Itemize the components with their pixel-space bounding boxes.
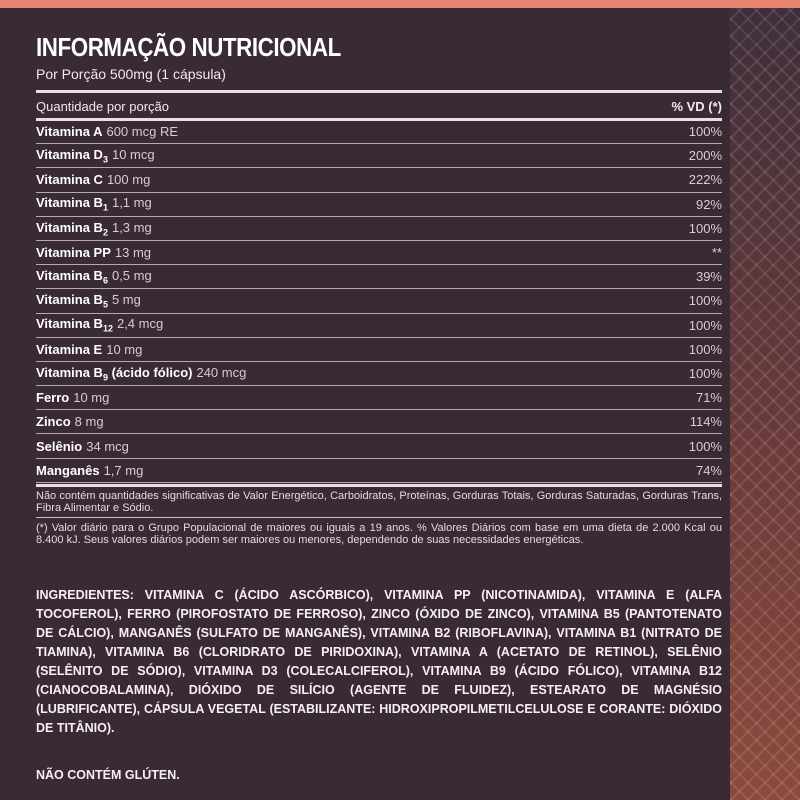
nutrient-cell — [36, 463, 143, 478]
nutrient-amount: 5 mg — [111, 292, 141, 308]
nutrient-amount: 10 mg — [106, 341, 143, 357]
daily-value: 39% — [695, 269, 722, 285]
daily-value: 92% — [695, 196, 722, 212]
nutrient-name: Vitamina PP — [36, 245, 111, 261]
nutrient-name: Vitamina A — [36, 124, 103, 140]
nutrient-cell — [36, 124, 178, 139]
table-row — [36, 362, 722, 386]
daily-value: ** — [711, 245, 722, 261]
table-row — [36, 168, 722, 192]
nutrient-cell — [36, 245, 151, 260]
divider-notes — [36, 517, 722, 518]
daily-value: 71% — [695, 390, 722, 406]
nutrient-cell — [36, 220, 152, 238]
daily-value-header: % VD (*) — [671, 98, 722, 114]
serving-size: Por Porção 500mg (1 cápsula) — [36, 66, 226, 82]
nutrient-amount: 0,5 mg — [111, 267, 152, 283]
nutrient-name: Ferro — [36, 390, 70, 406]
page-title: INFORMAÇÃO NUTRICIONAL — [36, 32, 341, 62]
daily-value: 114% — [689, 414, 722, 430]
nutrient-qualifier: (ácido fólico) — [107, 364, 193, 380]
nutrient-amount: 10 mg — [73, 390, 110, 406]
table-row — [36, 434, 722, 458]
nutrient-name: Vitamina B — [36, 364, 103, 380]
nutrient-name: Vitamina B — [36, 219, 103, 235]
nutrient-subscript: 5 — [102, 299, 108, 310]
daily-value-note: (*) Valor diário para o Grupo Populacional de maiores ou iguais a 19 anos. % Valores Diários com base em uma dieta de 2.000 Kcal ou 8.400 kJ. Seus valores diários podem ser maiores ou menores, dependendo de suas necessidades energéticas. — [36, 522, 722, 546]
nutrient-name: Manganês — [36, 462, 100, 478]
nutrient-cell — [36, 390, 109, 405]
table-row — [36, 289, 722, 313]
table-row — [36, 120, 722, 144]
nutrient-amount: 1,7 mg — [103, 462, 144, 478]
nutrient-subscript: 1 — [102, 202, 108, 213]
nutrient-amount: 240 mcg — [196, 364, 247, 380]
insignificant-note: Não contém quantidades significativas de Valor Energético, Carboidratos, Proteínas, Gorduras Totais, Gorduras Saturadas, Gorduras Trans, Fibra Alimentar e Sódio. — [36, 490, 722, 514]
daily-value: 100% — [688, 220, 722, 236]
daily-value: 100% — [688, 317, 722, 333]
nutrient-amount: 1,1 mg — [111, 195, 152, 211]
nutrient-name: Vitamina D — [36, 146, 103, 162]
nutrient-cell — [36, 268, 152, 286]
nutrient-name: Selênio — [36, 438, 83, 454]
nutrient-amount: 600 mcg RE — [106, 124, 179, 140]
quantity-header: Quantidade por porção — [36, 98, 169, 114]
table-row — [36, 410, 722, 434]
nutrient-cell — [36, 147, 155, 165]
nutrient-name: Zinco — [36, 414, 71, 430]
nutrient-cell — [36, 316, 163, 334]
nutrient-name: Vitamina B — [36, 292, 103, 308]
nutrient-amount: 2,4 mcg — [116, 316, 164, 332]
nutrient-name: Vitamina B — [36, 195, 103, 211]
table-row — [36, 144, 722, 168]
divider-bottom — [36, 484, 722, 487]
nutrient-amount: 100 mg — [106, 172, 151, 188]
daily-value: 100% — [688, 365, 722, 381]
divider-top — [36, 90, 722, 93]
table-row — [36, 265, 722, 289]
nutrient-table — [36, 120, 722, 483]
nutrient-name: Vitamina B — [36, 267, 103, 283]
nutrient-subscript: 12 — [102, 323, 113, 334]
nutrient-subscript: 9 — [102, 372, 108, 383]
decorative-pattern — [730, 8, 800, 800]
table-row — [36, 338, 722, 362]
nutrient-name: Vitamina B — [36, 316, 103, 332]
daily-value: 100% — [688, 438, 722, 454]
gluten-statement: NÃO CONTÉM GLÚTEN. — [36, 768, 180, 782]
nutrient-cell — [36, 342, 142, 357]
table-row — [36, 314, 722, 338]
nutrient-name: Vitamina C — [36, 172, 103, 188]
table-row — [36, 459, 722, 483]
table-header — [36, 94, 722, 118]
nutrient-cell — [36, 172, 150, 187]
nutrient-subscript: 2 — [102, 227, 108, 238]
nutrient-amount: 8 mg — [74, 414, 104, 430]
daily-value: 100% — [688, 293, 722, 309]
daily-value: 100% — [688, 341, 722, 357]
nutrient-amount: 10 mcg — [111, 146, 155, 162]
daily-value: 200% — [688, 148, 722, 164]
nutrient-name: Vitamina E — [36, 341, 103, 357]
nutrient-cell — [36, 439, 129, 454]
nutrient-cell — [36, 414, 104, 429]
nutrient-cell — [36, 195, 152, 213]
nutrient-subscript: 3 — [102, 154, 108, 165]
table-row — [36, 241, 722, 265]
nutrient-cell — [36, 365, 246, 383]
nutrient-amount: 34 mcg — [86, 438, 129, 454]
daily-value: 100% — [688, 124, 722, 140]
table-row — [36, 193, 722, 217]
table-row — [36, 217, 722, 241]
top-accent-stripe — [0, 0, 800, 8]
ingredients-list: INGREDIENTES: VITAMINA C (ÁCIDO ASCÓRBICO), VITAMINA PP (NICOTINAMIDA), VITAMINA E (ALFA TOCOFEROL), FERRO (PIROFOSTATO DE FERROSO), ZINCO (ÓXIDO DE ZINCO), VITAMINA B5 (PANTOTENATO DE CÁLCIO), MANGANÊS (SULFATO DE MANGANÊS), VITAMINA B2 (RIBOFLAVINA), VITAMINA B1 (NITRATO DE TIAMINA), VITAMINA B6 (CLORIDRATO DE PIRIDOXINA), VITAMINA A (ACETATO DE RETINOL), SELÊNIO (SELÊNITO DE SÓDIO), VITAMINA D3 (COLECALCIFEROL), VITAMINA B9 (ÁCIDO FÓLICO), VITAMINA B12 (CIANOCOBALAMINA), DIÓXIDO DE SILÍCIO (AGENTE DE FLUIDEZ), ESTEARATO DE MAGNÉSIO (LUBRIFICANTE), CÁPSULA VEGETAL (ESTABILIZANTE: HIDROXIPROPILMETILCELULOSE E CORANTE: DIÓXIDO DE TITÂNIO). — [36, 588, 722, 735]
nutrient-amount: 13 mg — [114, 245, 152, 261]
nutrient-cell — [36, 292, 141, 310]
nutrient-subscript: 6 — [102, 275, 108, 286]
daily-value: 222% — [688, 172, 722, 188]
table-row — [36, 386, 722, 410]
daily-value: 74% — [695, 462, 722, 478]
nutrient-amount: 1,3 mg — [111, 219, 152, 235]
